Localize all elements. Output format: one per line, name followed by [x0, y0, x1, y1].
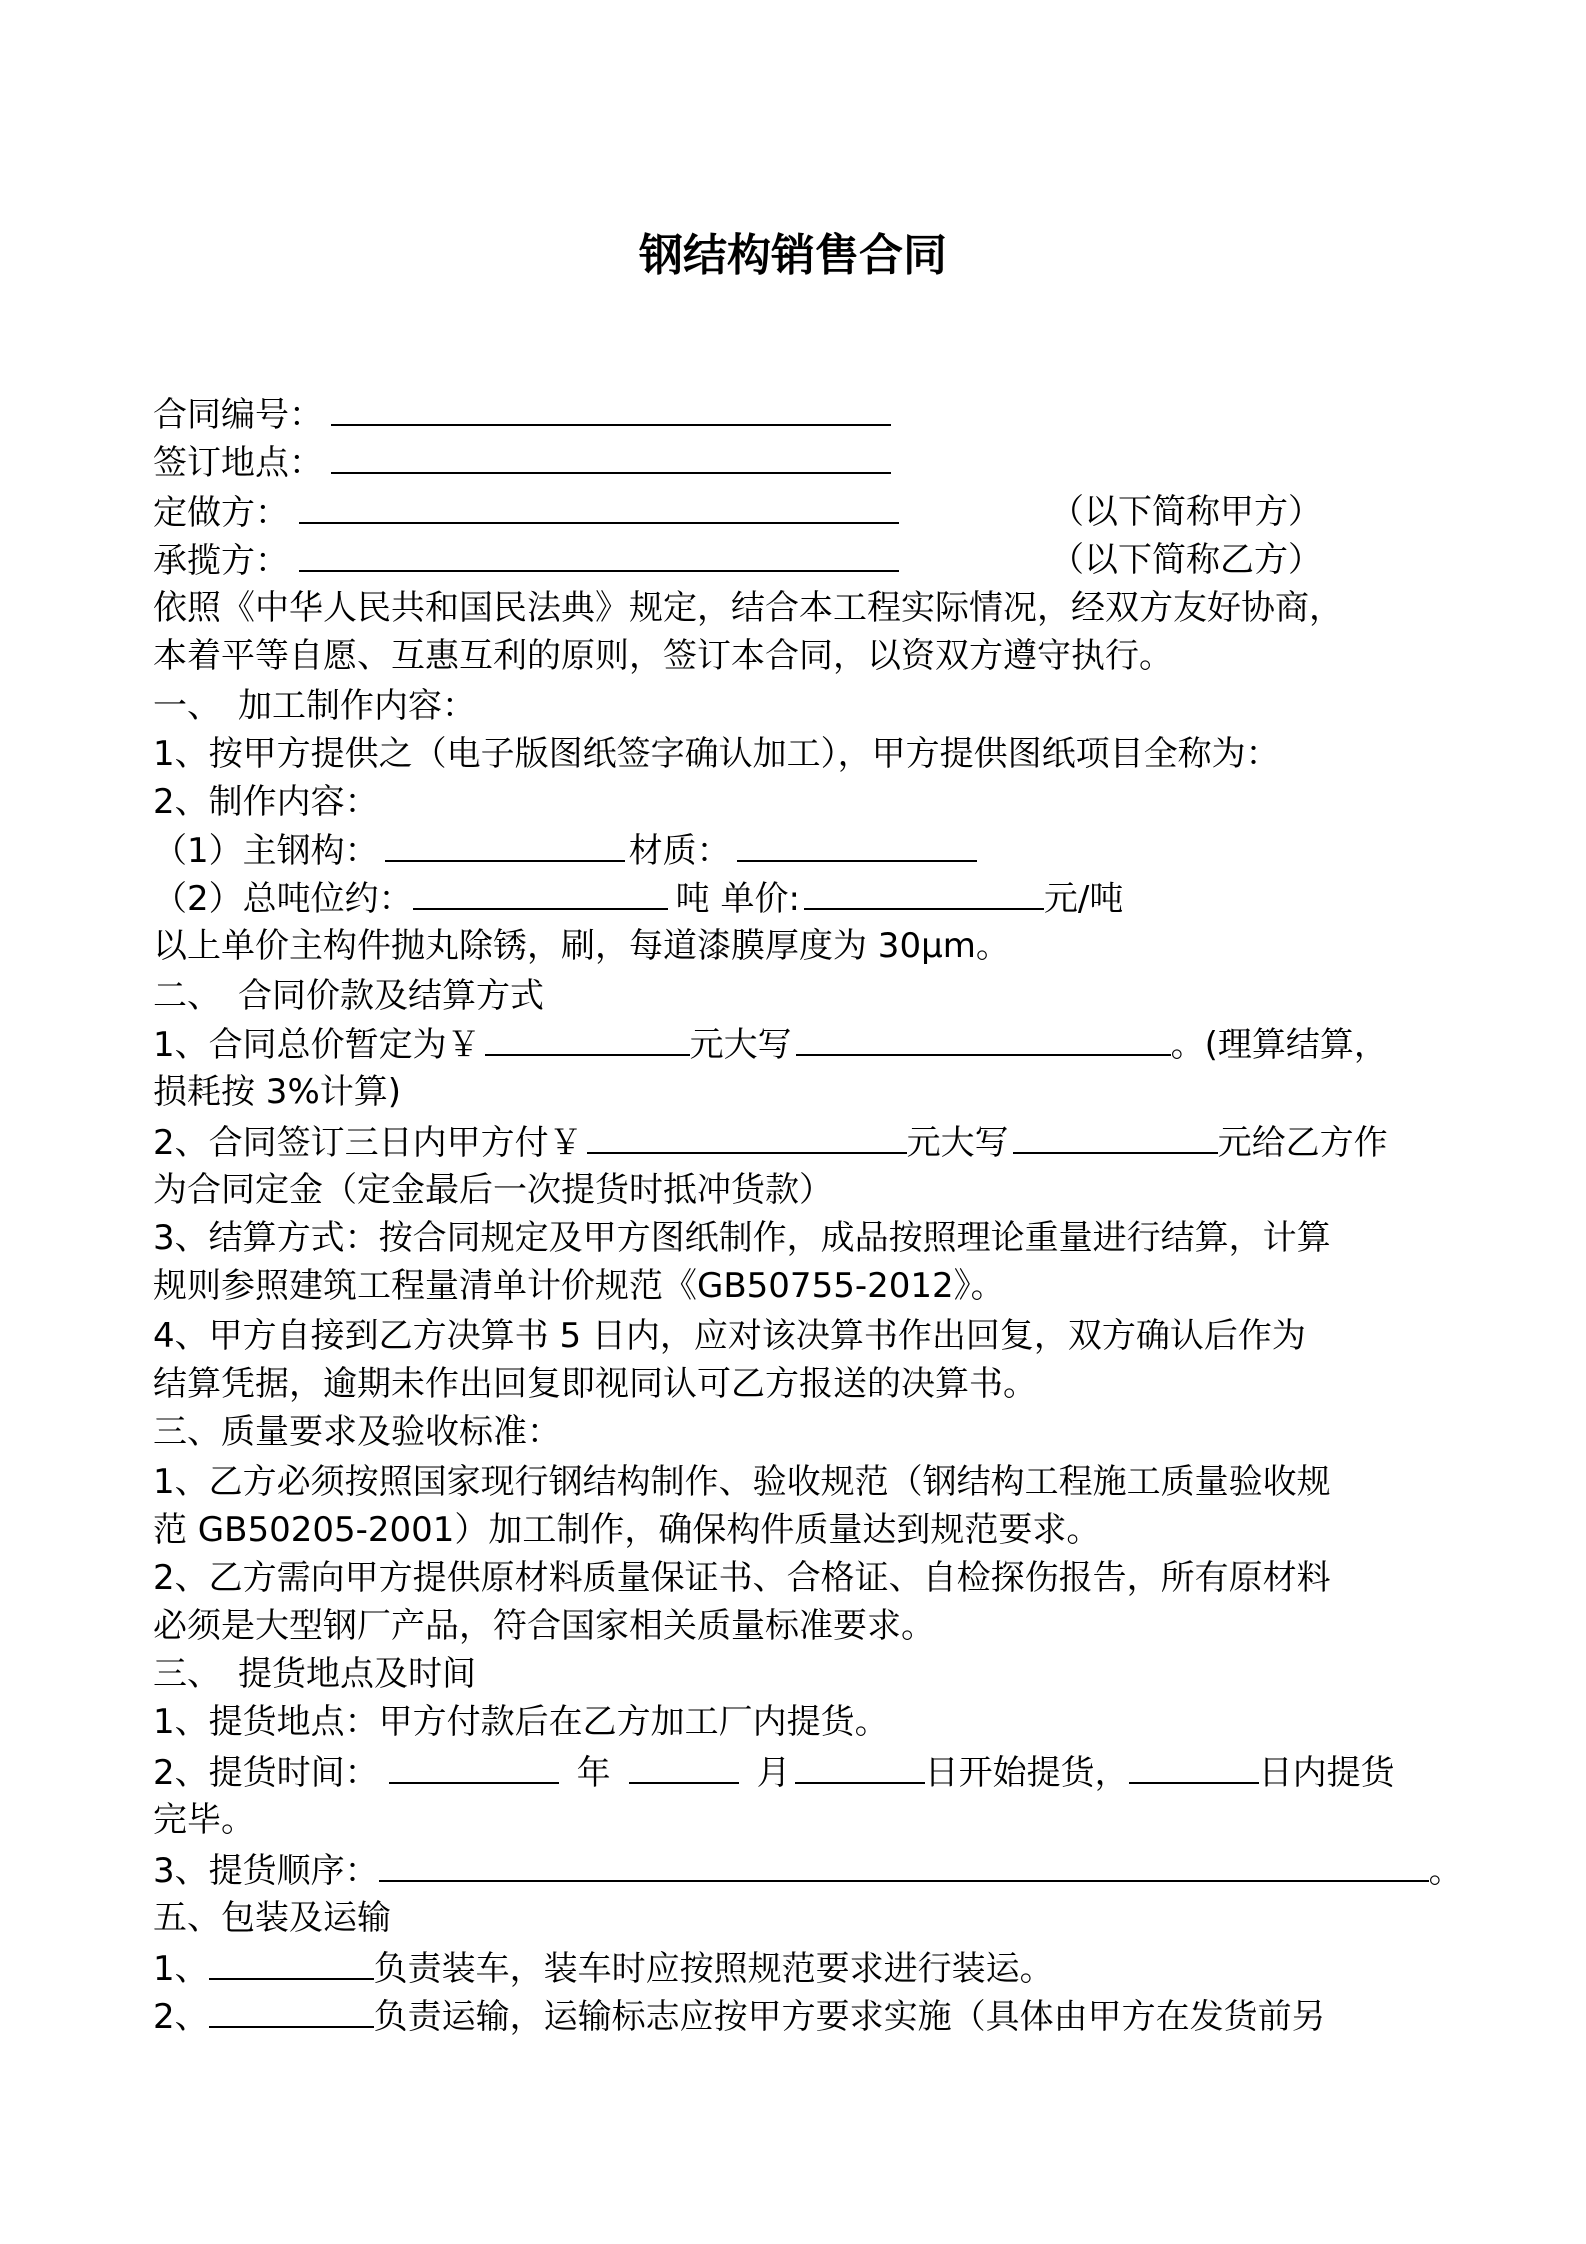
- section-2-p3-line2: 规则参照建筑工程量清单计价规范《GB50755-2012》。: [153, 1266, 1005, 1306]
- section-3-heading: 三、质量要求及验收标准：: [153, 1412, 561, 1452]
- section-2-p2: [153, 1118, 1388, 1166]
- party-a-blank: [299, 488, 899, 524]
- unit-price-unit: 元/吨: [1043, 879, 1124, 919]
- pickup-order-label: 3、提货顺序：: [153, 1851, 379, 1891]
- section-5-p2: [153, 1992, 1326, 2040]
- material-label: 材质：: [628, 831, 731, 871]
- section-1-item1: [153, 826, 977, 874]
- contract-number-blank: [331, 390, 891, 426]
- day-blank: [795, 1748, 925, 1784]
- sign-place-row: [153, 438, 891, 486]
- deposit-label: 2、合同签订三日内甲方付￥: [153, 1123, 583, 1163]
- deposit-amount-blank: [587, 1118, 907, 1154]
- party-b-blank: [299, 536, 899, 572]
- section-3-p1-line1: 1、乙方必须按照国家现行钢结构制作、验收规范（钢结构工程施工质量验收规: [153, 1462, 1331, 1502]
- party-a-row: [153, 488, 899, 536]
- year-label: 年: [576, 1753, 611, 1793]
- total-price-label: 1、合同总价暂定为￥: [153, 1025, 481, 1065]
- section-3-p2-line2: 必须是大型钢厂产品，符合国家相关质量标准要求。: [153, 1606, 935, 1646]
- pickup-order-blank: [379, 1846, 1429, 1882]
- main-steel-label: （1）主钢构：: [153, 831, 379, 871]
- within-days-blank: [1129, 1748, 1259, 1784]
- tonnage-blank: [413, 874, 668, 910]
- contract-number-row: [153, 390, 891, 438]
- section-2-p1: [153, 1020, 1388, 1068]
- main-steel-blank: [385, 826, 625, 862]
- party-a-label: 定做方：: [153, 493, 289, 533]
- section-1-p2: 2、制作内容：: [153, 782, 379, 822]
- pickup-order-end: 。: [1428, 1851, 1463, 1891]
- transport-index: 2、: [153, 1997, 209, 2037]
- total-price-capital-label: 元大写: [689, 1025, 792, 1065]
- total-price-note: 。(理算结算，: [1170, 1025, 1388, 1065]
- start-pickup-label: 日开始提货，: [924, 1753, 1129, 1793]
- section-4-p2-cont: 完毕。: [153, 1800, 255, 1840]
- section-2-p4-line2: 结算凭据，逾期未作出回复即视同认可乙方报送的决算书。: [153, 1364, 1037, 1404]
- total-price-capital-blank: [796, 1020, 1171, 1056]
- document-title: 钢结构销售合同: [639, 230, 947, 281]
- material-blank: [737, 826, 977, 862]
- section-2-p3-line1: 3、结算方式：按合同规定及甲方图纸制作，成品按照理论重量进行结算，计算: [153, 1218, 1331, 1258]
- party-b-row: [153, 536, 899, 584]
- section-5-p1: [153, 1944, 1054, 1992]
- party-b-label: 承揽方：: [153, 541, 289, 581]
- deposit-tail: 元给乙方作: [1217, 1123, 1388, 1163]
- section-5-heading: 五、包装及运输: [153, 1898, 391, 1938]
- section-1-p1: 1、按甲方提供之（电子版图纸签字确认加工），甲方提供图纸项目全称为：: [153, 734, 1280, 774]
- section-3-p2-line1: 2、乙方需向甲方提供原材料质量保证书、合格证、自检探伤报告，所有原材料: [153, 1558, 1331, 1598]
- transport-party-blank: [209, 1992, 374, 2028]
- sign-place-label: 签订地点：: [153, 443, 323, 483]
- section-1-heading: 一、 加工制作内容：: [153, 686, 476, 726]
- loading-text: 负责装车，装车时应按照规范要求进行装运。: [373, 1949, 1054, 1989]
- total-price-blank: [485, 1020, 690, 1056]
- party-a-note: （以下简称甲方）: [1050, 492, 1322, 532]
- unit-price-blank: [804, 874, 1044, 910]
- intro-line-1: 依照《中华人民共和国民法典》规定，结合本工程实际情况，经双方友好协商，: [153, 588, 1343, 628]
- section-1-item2: [153, 874, 1123, 922]
- unit-price-label: 吨 单价:: [675, 879, 800, 919]
- tonnage-label: （2）总吨位约：: [153, 879, 413, 919]
- within-days-label: 日内提货: [1258, 1753, 1395, 1793]
- section-2-heading: 二、 合同价款及结算方式: [153, 976, 544, 1016]
- pickup-time-label: 2、提货时间：: [153, 1753, 379, 1793]
- year-blank: [389, 1748, 559, 1784]
- section-2-p1-cont: 损耗按 3%计算): [153, 1072, 402, 1112]
- section-3-p1-line2: 范 GB50205-2001）加工制作，确保构件质量达到规范要求。: [153, 1510, 1101, 1550]
- loading-index: 1、: [153, 1949, 209, 1989]
- section-4-p2: [153, 1748, 1395, 1796]
- transport-text: 负责运输，运输标志应按甲方要求实施（具体由甲方在发货前另: [373, 1997, 1326, 2037]
- loading-party-blank: [209, 1944, 374, 1980]
- sign-place-blank: [331, 438, 891, 474]
- deposit-capital-blank: [1013, 1118, 1218, 1154]
- section-1-p3: 以上单价主构件抛丸除锈，刷，每道漆膜厚度为 30μm。: [153, 926, 1010, 966]
- section-2-p2-cont: 为合同定金（定金最后一次提货时抵冲货款）: [153, 1170, 833, 1210]
- month-label: 月: [756, 1753, 791, 1793]
- section-4-heading: 三、 提货地点及时间: [153, 1654, 476, 1694]
- contract-number-label: 合同编号：: [153, 395, 323, 435]
- deposit-capital-label: 元大写: [906, 1123, 1009, 1163]
- intro-line-2: 本着平等自愿、互惠互利的原则，签订本合同，以资双方遵守执行。: [153, 636, 1173, 676]
- party-b-note: （以下简称乙方）: [1050, 540, 1322, 580]
- section-4-p3: [153, 1846, 1463, 1894]
- section-2-p4-line1: 4、甲方自接到乙方决算书 5 日内，应对该决算书作出回复，双方确认后作为: [153, 1316, 1306, 1356]
- month-blank: [629, 1748, 739, 1784]
- section-4-p1: 1、提货地点：甲方付款后在乙方加工厂内提货。: [153, 1702, 889, 1742]
